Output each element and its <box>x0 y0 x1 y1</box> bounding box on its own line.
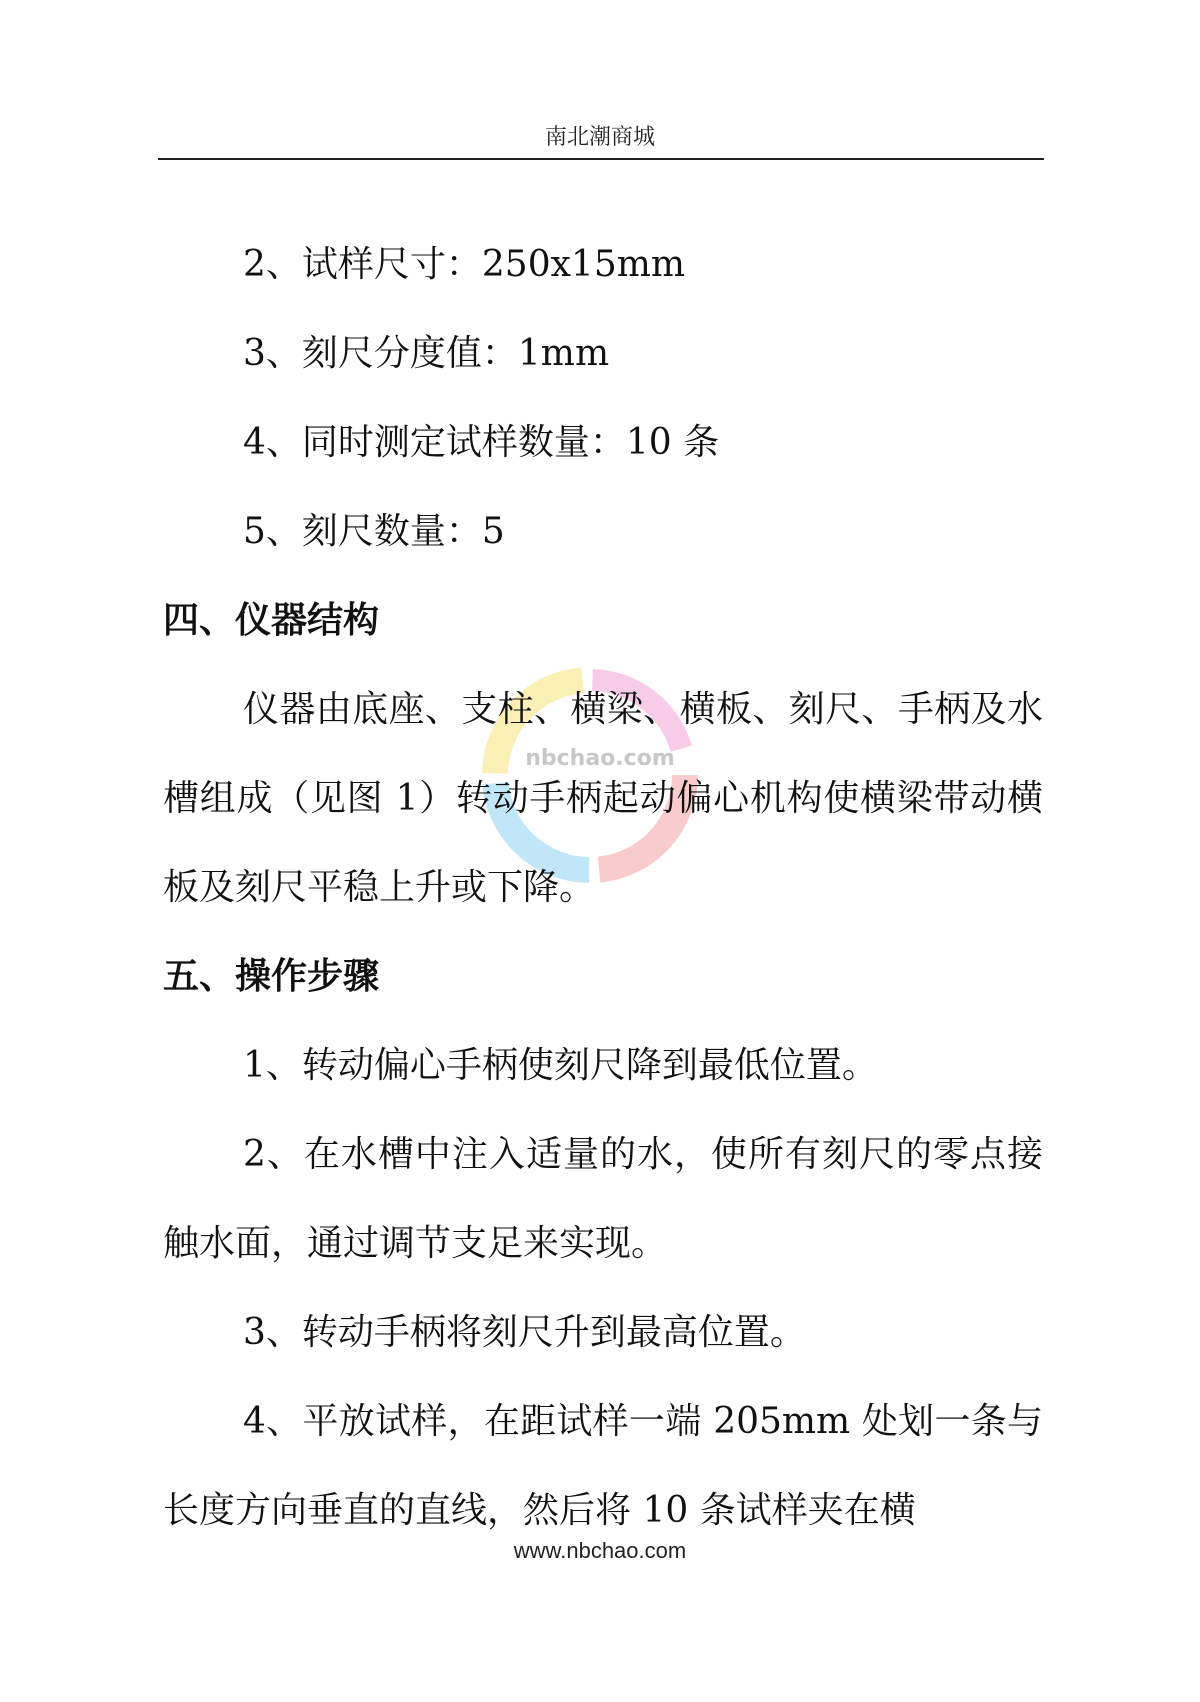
watermark-text: nbchao.com <box>525 746 675 771</box>
body-paragraph: 4、同时测定试样数量：10 条 <box>243 422 720 463</box>
page-footer-url: www.nbchao.com <box>513 1538 687 1563</box>
body-paragraph: 3、转动手柄将刻尺升到最高位置。 <box>243 1312 806 1353</box>
body-paragraph: 4、平放试样，在距试样一端 205mm 处划一条与长度方向垂直的直线，然后将 10 条试样夹在横 <box>163 1401 1043 1531</box>
section-heading: 四、仪器结构 <box>163 600 380 641</box>
document-body <box>163 220 1043 1555</box>
body-paragraph: 2、在水槽中注入适量的水，使所有刻尺的零点接触水面，通过调节支足来实现。 <box>163 1134 1043 1264</box>
body-paragraph: 仪器由底座、支柱、横梁、横板、刻尺、手柄及水槽组成（见图 1）转动手柄起动偏心机构使横梁带动横板及刻尺平稳上升或下降。 <box>163 689 1043 908</box>
body-paragraph: 3、刻尺分度值：1mm <box>243 333 610 374</box>
section-heading: 五、操作步骤 <box>163 956 380 997</box>
page-header-title: 南北潮商城 <box>544 125 655 150</box>
body-paragraph: 5、刻尺数量：5 <box>243 511 505 552</box>
body-paragraph: 1、转动偏心手柄使刻尺降到最低位置。 <box>243 1045 878 1086</box>
header-divider <box>158 158 1044 160</box>
body-paragraph: 2、试样尺寸：250x15mm <box>243 244 686 285</box>
